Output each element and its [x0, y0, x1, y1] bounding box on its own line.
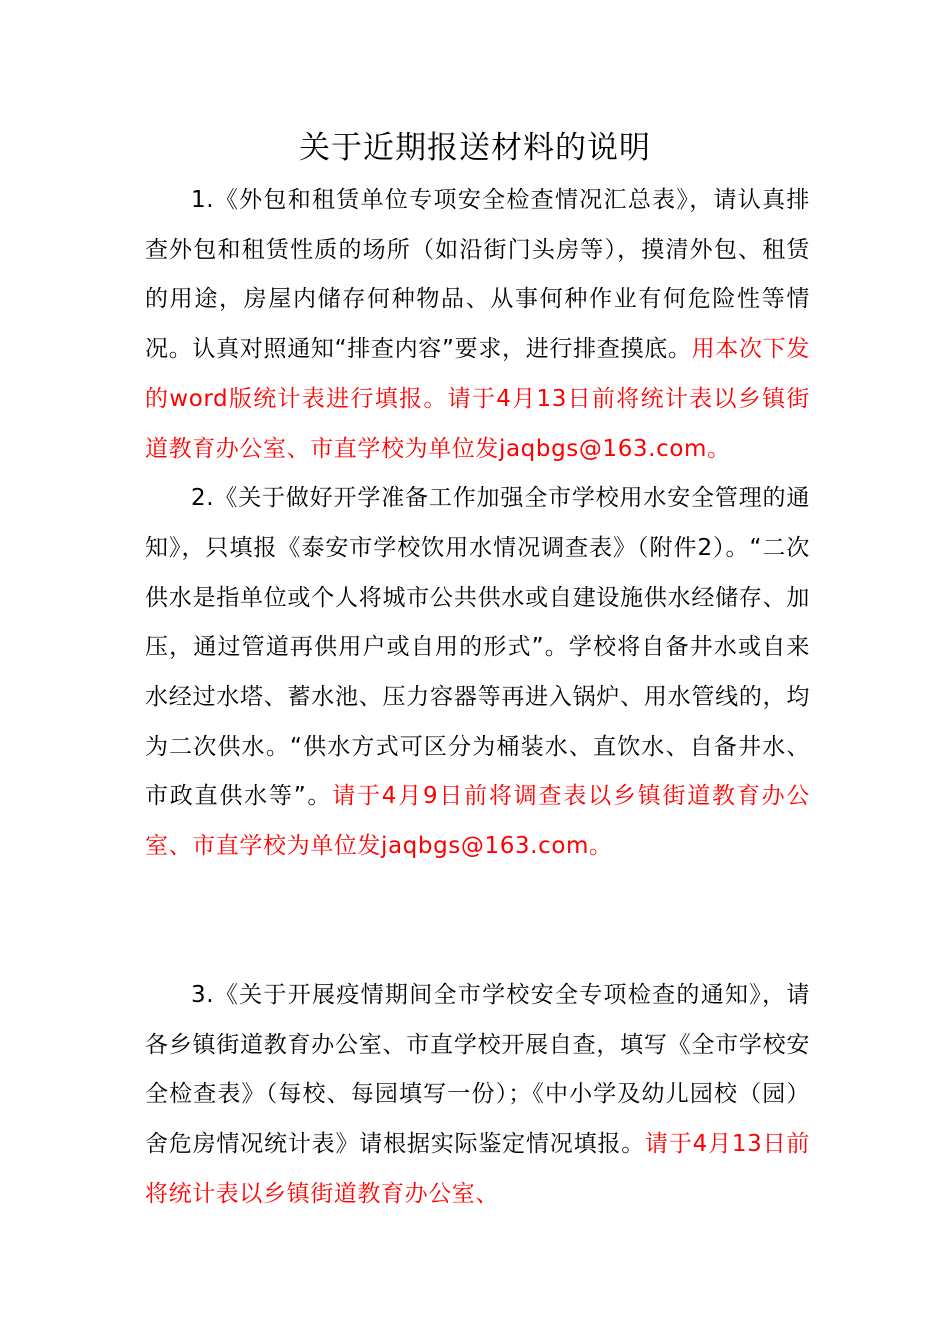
paragraph-1-text: 1.《外包和租赁单位专项安全检查情况汇总表》，请认真排查外包和租赁性质的场所（如沿街门头房等），摸清外包、租赁的用途，房屋内储存何种物品、从事何种作业有何危险性等情况。认真对照通知“排查内容”要求，进行排查摸底。 — [145, 187, 810, 363]
paragraph-2-highlight: 请于4月9日前将调查表以乡镇街道教育办公室、市直学校为单位发jaqbgs@163.com。 — [145, 783, 810, 860]
paragraph-3-block — [145, 971, 835, 1220]
paragraph-2-text: 2.《关于做好开学准备工作加强全市学校用水安全管理的通知》，只填报《泰安市学校饮用水情况调查表》（附件2）。“二次供水是指单位或个人将城市公共供水或自建设施供水经储存、加压，通过管道再供用户或自用的形式”。学校将自备井水或自来水经过水塔、蓄水池、压力容器等再进入锅炉、用水管线的，均为二次供水。“供水方式可区分为桶装水、直饮水、自备井水、市政直供水等”。 — [145, 485, 810, 810]
paragraph-1-highlight: 用本次下发的word版统计表进行填报。请于4月13日前将统计表以乡镇街道教育办公室、市直学校为单位发jaqbgs@163.com。 — [145, 336, 811, 462]
paragraph-2 — [145, 474, 810, 872]
paragraph-3-highlight: 请于4月13日前将统计表以乡镇街道教育办公室、 — [145, 1131, 810, 1207]
page-title: 关于近期报送材料的说明 — [299, 130, 651, 166]
document-body — [145, 176, 810, 872]
paragraph-3 — [145, 971, 810, 1220]
paragraph-1 — [145, 176, 810, 474]
paragraph-3-text: 3.《关于开展疫情期间全市学校安全专项检查的通知》，请各乡镇街道教育办公室、市直学校开展自查，填写《全市学校安全检查表》（每校、每园填写一份）；《中小学及幼儿园校（园）舍危房情况统计表》请根据实际鉴定情况填报。 — [145, 982, 810, 1158]
